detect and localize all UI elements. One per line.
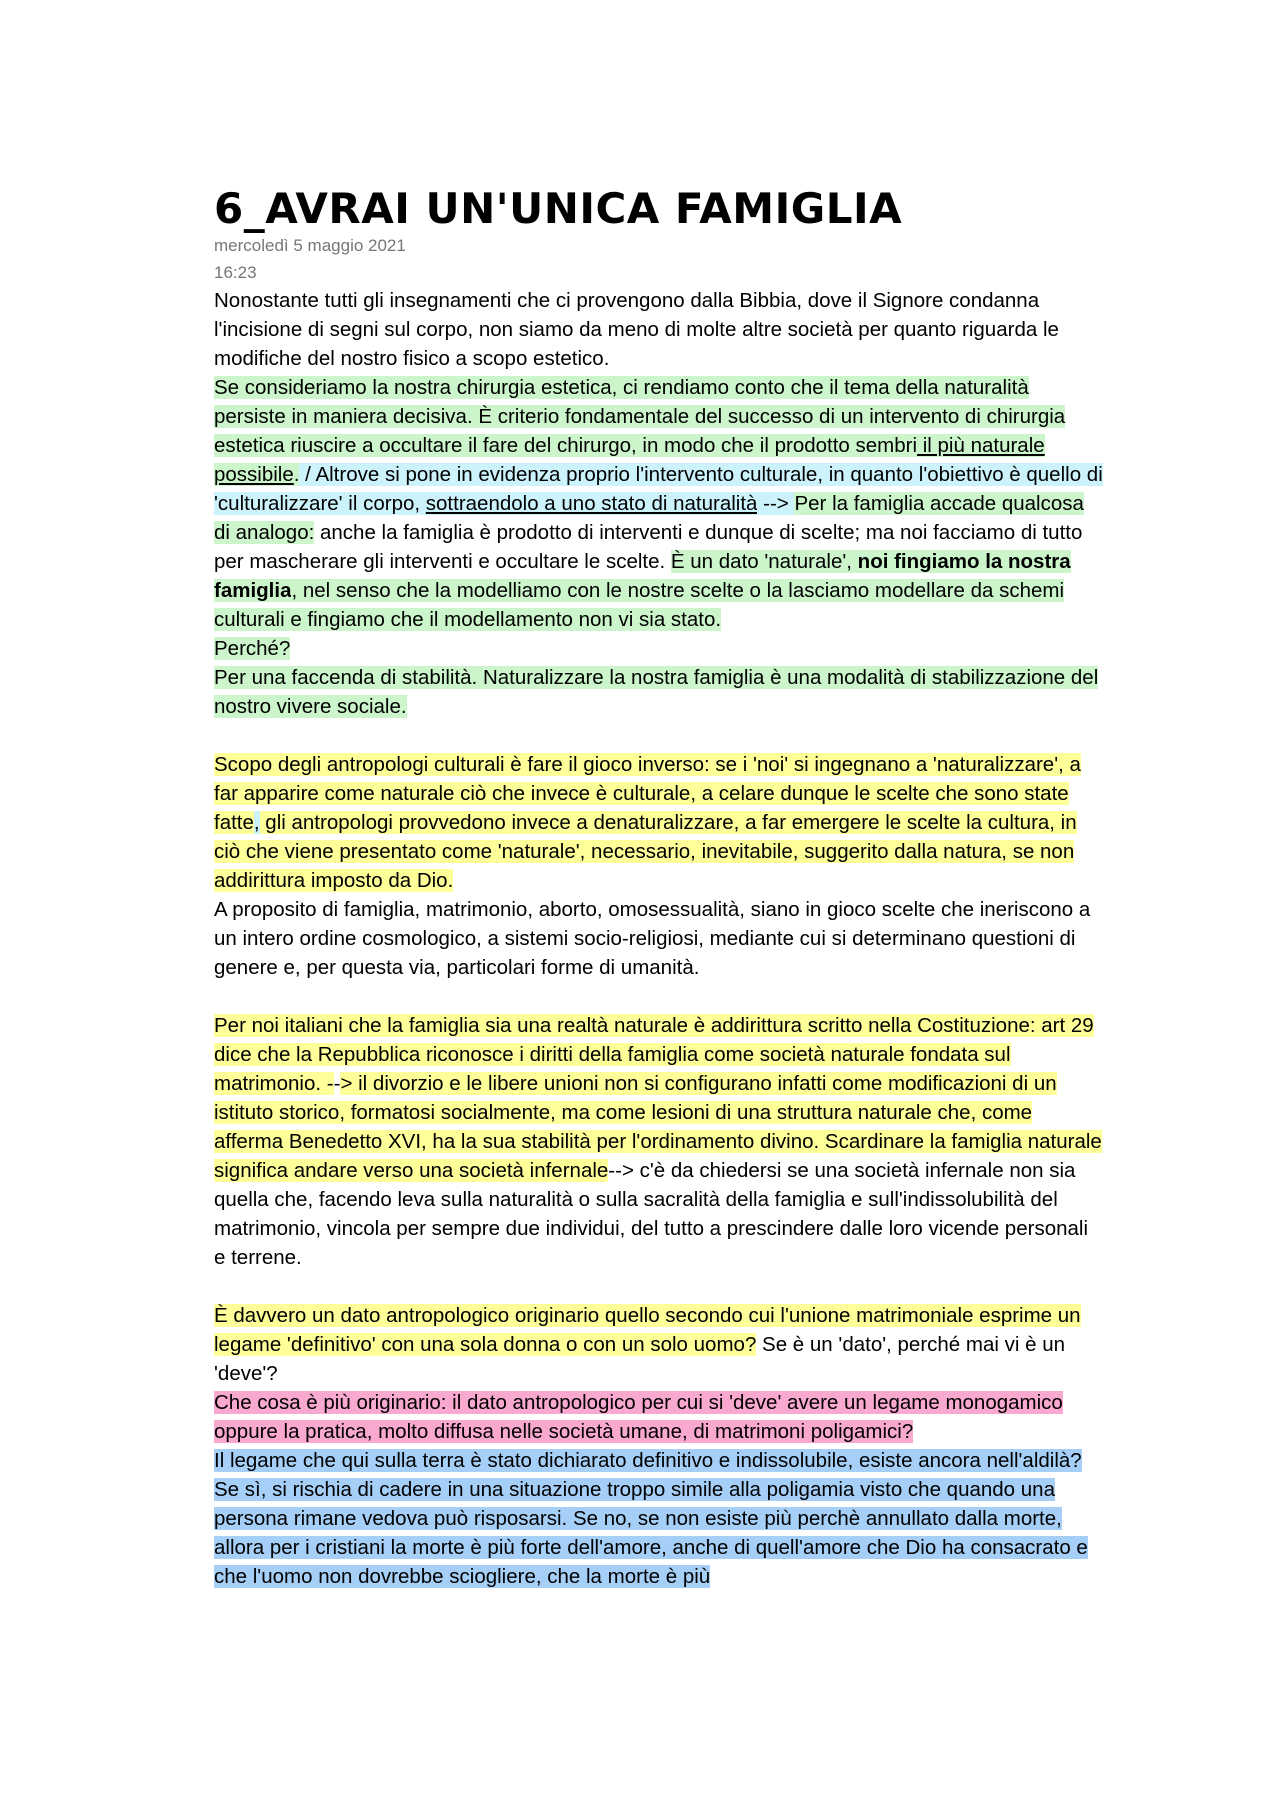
paragraph-antropologi: Scopo degli antropologi culturali è fare il gioco inverso: se i 'noi' si ingegnano a 'naturalizzare', a far apparire come naturale ciò che invece è culturale, a celare dunque le scelte che sono state fatte, gli antropologi provvedono invece a denaturalizzare, a far emergere le scelte la cultura, in ciò che viene presentato come 'naturale', necessario, inevitabile, suggerito dalla natura, se non addirittura imposto da Dio. (214, 753, 1081, 892)
paragraph-dato-antropologico: È davvero un dato antropologico originario quello secondo cui l'unione matrimoniale esprime un legame 'definitivo' con una sola donna o con un solo uomo? Se è un 'dato', perché mai vi è un 'deve'? (214, 1304, 1081, 1385)
note-date: mercoledì 5 maggio 2021 (214, 236, 406, 255)
paragraph-originario: Che cosa è più originario: il dato antropologico per cui si 'deve' avere un legame monogamico oppure la pratica, molto diffusa nelle società umane, di matrimoni poligamici? (214, 1391, 1063, 1443)
bold-phrase: noi fingiamo la nostra famiglia (214, 550, 1071, 602)
paragraph-question: Perché? (214, 637, 291, 660)
paragraph-intro: Nonostante tutti gli insegnamenti che ci provengono dalla Bibbia, dove il Signore condanna l'incisione di segni sul corpo, non siamo da meno di molte altre società per quanto riguarda le modifiche del nostro fisico a scopo estetico. (214, 289, 1059, 370)
blank-line (214, 982, 1104, 1011)
paragraph-aldila: Il legame che qui sulla terra è stato dichiarato definitivo e indissolubile, esiste ancora nell'aldilà? Se sì, si rischia di cadere in una situazione troppo simile alla poligamia visto che quando una persona rimane vedova può risposarsi. Se no, se non esiste più perchè annullato dalla morte, allora per i cristiani la morte è più forte dell'amore, anche di quell'amore che Dio ha consacrato e che l'uomo non dovrebbe sciogliere, che la morte è più (214, 1449, 1088, 1588)
page-title: 6_AVRAI UN'UNICA FAMIGLIA (214, 184, 903, 233)
paragraph-costituzione: Per noi italiani che la famiglia sia una realtà naturale è addirittura scritto nella Costituzione: art 29 dice che la Repubblica riconosce i diritti della famiglia come società naturale fondata sul matrimonio. --> il divorzio e le libere unioni non si configurano infatti come modificazioni di un istituto storico, formatosi socialmente, ma come lesioni di una struttura naturale che, come afferma Benedetto XVI, ha la sua stabilità per l'ordinamento divino. Scardinare la famiglia naturale significa andare verso una società infernale--> c'è da chiedersi se una società infernale non sia quella che, facendo leva sulla naturalità o sulla sacralità della famiglia e sull'indissolubilità del matrimonio, vincola per sempre due individui, del tutto a prescindere dalle loro vicende personali e terrene. (214, 1014, 1102, 1269)
note-page (214, 186, 1104, 1591)
paragraph-famiglia-matrimonio: A proposito di famiglia, matrimonio, aborto, omosessualità, siano in gioco scelte che ineriscono a un intero ordine cosmologico, a sistemi socio-religiosi, mediante cui si determinano questioni di genere e, per questa via, particolari forme di umanità. (214, 898, 1091, 979)
underlined-phrase: sottraendolo a uno stato di naturalità (425, 492, 758, 515)
paragraph-stabilita: Per una faccenda di stabilità. Naturalizzare la nostra famiglia è una modalità di stabilizzazione del nostro vivere sociale. (214, 666, 1099, 718)
note-body[interactable] (214, 286, 1104, 1591)
blank-line (214, 1272, 1104, 1301)
note-time: 16:23 (214, 263, 257, 282)
blank-line (214, 721, 1104, 750)
paragraph-chirurgia: Se consideriamo la nostra chirurgia estetica, ci rendiamo conto che il tema della naturalità persiste in maniera decisiva. È criterio fondamentale del successo di un intervento di chirurgia estetica riuscire a occultare il fare del chirurgo, in modo che il prodotto sembri il più naturale possibile. / Altrove si pone in evidenza proprio l'intervento culturale, in quanto l'obiettivo è quello di 'culturalizzare' il corpo, sottraendolo a uno stato di naturalità --> Per la famiglia accade qualcosa di analogo: anche la famiglia è prodotto di interventi e dunque di scelte; ma noi facciamo di tutto per mascherare gli interventi e occultare le scelte. È un dato 'naturale', noi fingiamo la nostra famiglia, nel senso che la modelliamo con le nostre scelte o la lasciamo modellare da schemi culturali e fingiamo che il modellamento non vi sia stato. (214, 376, 1103, 631)
underlined-phrase: il più naturale possibile (214, 434, 1045, 486)
